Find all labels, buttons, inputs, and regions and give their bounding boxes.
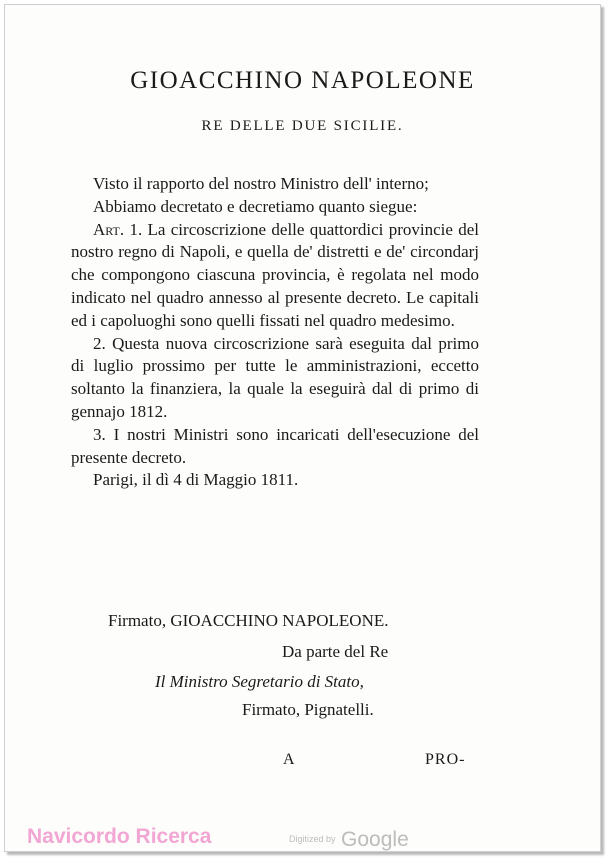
signature-mark: A <box>283 751 295 768</box>
paragraph-article-2: 2. Questa nuova circoscrizione sarà eseguita dal primo di luglio prossimo per tutte le amministrazioni, eccetto soltanto la finanziera, la quale la eseguirà dal di primo di gennajo 1812. <box>71 333 479 421</box>
google-logo: Google <box>341 828 409 851</box>
article-label: Art. 1. <box>93 219 143 239</box>
signature-by-order: Da parte del Re <box>282 642 389 661</box>
signature-king: Firmato, GIOACCHINO NAPOLEONE. <box>108 611 389 630</box>
paragraph-preamble: Visto il rapporto del nostro Ministro dell' interno; <box>93 174 429 193</box>
signature-minister-title: Il Ministro Segretario di Stato, <box>155 672 364 691</box>
google-watermark <box>289 828 409 852</box>
paragraph-date: Parigi, il dì 4 di Maggio 1811. <box>93 470 299 490</box>
digitized-by-label: Digitized by <box>289 834 336 844</box>
decree-body <box>71 173 479 492</box>
paragraph-article-1 <box>71 219 479 333</box>
catchword: PRO- <box>425 751 466 768</box>
paragraph-decree: Abbiamo decretato e decretiamo quanto siegue: <box>93 196 418 216</box>
paragraph-article-3: 3. I nostri Ministri sono incaricati dell'esecuzione del presente decreto. <box>71 424 479 467</box>
article-1-text: La circoscrizione delle quattordici provincie del nostro regno di Napoli, e quella de' distretti e de' circondarj che compongono ciascuna provincia, è regolata nel modo indicato nel quadro annesso al presente decreto. Le capitali ed i capoluoghi sono quelli fissati nel quadro medesimo. <box>71 219 479 330</box>
page-title: GIOACCHINO NAPOLEONE <box>130 67 475 94</box>
library-watermark: Navicordo Ricerca <box>27 825 212 848</box>
page-subtitle: RE DELLE DUE SICILIE. <box>201 118 404 134</box>
signature-minister: Firmato, Pignatelli. <box>242 700 374 719</box>
document-page <box>4 4 601 852</box>
